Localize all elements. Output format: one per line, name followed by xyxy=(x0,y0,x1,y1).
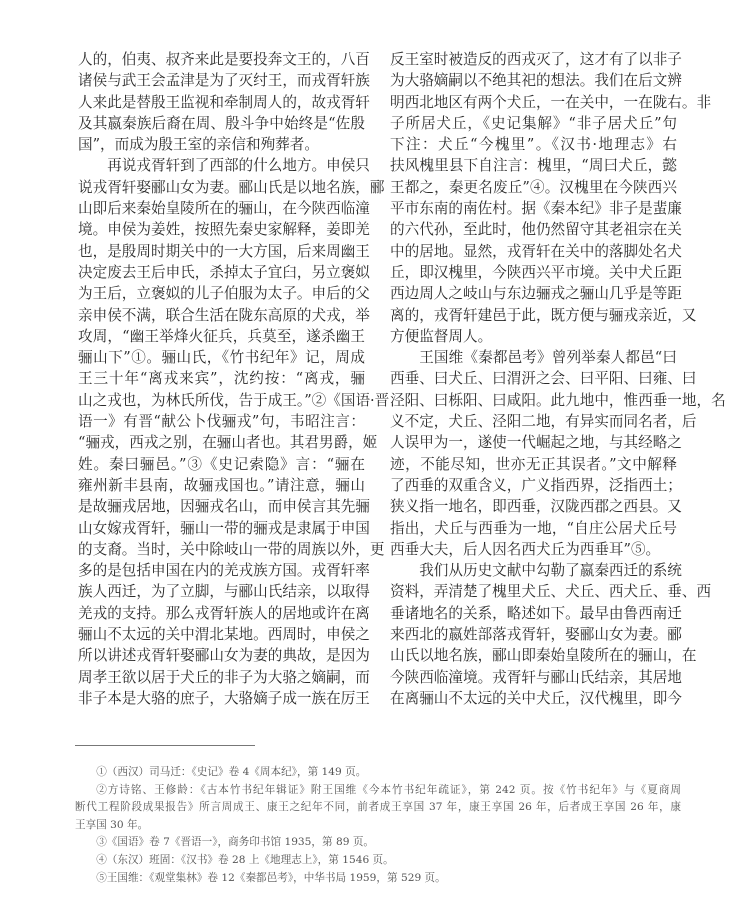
text-line: 下注：犬丘“今槐里”。《汉书·地理志》右 xyxy=(390,136,677,154)
text-line: 来西北的嬴姓部落戎胥轩，娶郦山女为妻。郦 xyxy=(390,626,682,644)
paragraph xyxy=(390,347,726,560)
footnote-5 xyxy=(75,870,681,888)
text-line: 羌戎的支持。那么戎胥轩族人的居地或许在离 xyxy=(78,604,370,622)
text-line: 骊山不太远的关中渭北某地。西周时，申侯之 xyxy=(78,626,370,644)
footnote-4 xyxy=(75,852,681,870)
text-line: 非子本是大骆的庶子，大骆嫡子成一族在厉王 xyxy=(78,689,370,707)
text-line: 再说戎胥轩到了西部的什么地方。申侯只 xyxy=(107,157,370,175)
text-line: 扶风槐里县下自注言：槐里，“周曰犬丘，懿 xyxy=(390,157,677,175)
text-line: 山女嫁戎胥轩，骊山一带的骊戎是隶属于申国 xyxy=(78,519,370,537)
text-line: 垂诸地名的关系，略述如下。最早由鲁西南迁 xyxy=(390,604,682,622)
text-line: 西边周人之岐山与东边骊戎之骊山几乎是等距 xyxy=(390,285,682,303)
text-line: 人来此是替殷王监视和牵制周人的，故戎胥轩 xyxy=(78,93,370,111)
text-line: 义不定，犬丘、泾阳二地，有异实而同名者，后 xyxy=(390,413,697,431)
text-line: 中的居地。显然，戎胥轩在关中的落脚处名犬 xyxy=(390,242,682,260)
text-line: 的六代孙，至此时，他仍然留守其老祖宗在关 xyxy=(390,221,682,239)
footnote-2 xyxy=(75,782,681,835)
text-line: 方便监督周人。 xyxy=(390,327,493,345)
text-line: 也，是殷周时期关中的一大方国，后来周幽王 xyxy=(78,242,370,260)
text-line: 西垂大夫，后人因名西犬丘为西垂耳”⑤。 xyxy=(390,540,661,558)
footnote-line: ①（西汉）司马迁：《史记》卷 4《周本纪》，第 149 页。 xyxy=(96,766,367,778)
paragraph xyxy=(390,560,712,709)
text-line: 山即后来秦始皇陵所在的骊山，在今陕西临潼 xyxy=(78,200,370,218)
text-line: 为王后，立褒姒的儿子伯服为太子。申后的父 xyxy=(78,285,370,303)
footnote-3 xyxy=(75,834,681,852)
text-line: 雍州新丰县南，故骊戎国也。”请注意，骊山 xyxy=(78,476,365,494)
text-line: 我们从历史文献中勾勒了嬴秦西迁的系统 xyxy=(419,562,682,580)
text-line: 及其嬴秦族后裔在周、殷斗争中始终是“佐殷 xyxy=(78,114,365,132)
text-line: 指出，犬丘与西垂为一地，“自庄公居犬丘号 xyxy=(390,519,677,537)
text-line: 说戎胥轩娶郦山女为妻。郦山氏是以地名族，郦 xyxy=(78,178,385,196)
text-line: 资料，弄清楚了槐里犬丘、犬丘、西犬丘、垂、西 xyxy=(390,583,712,601)
text-line: 王国维《秦都邑考》曾列举秦人都邑“曰 xyxy=(419,349,677,367)
text-line: 是故骊戎居地，因骊戎名山，而申侯言其先骊 xyxy=(78,498,370,516)
paragraph xyxy=(390,49,712,347)
text-line: 山之戎也，为林氏所伐，告于成王。”②《国语·晋 xyxy=(78,391,390,409)
paragraph xyxy=(78,155,390,709)
text-line: 所以讲述戎胥轩娶郦山女为妻的典故，是因为 xyxy=(78,647,370,665)
text-line: 狭义指一地名，即西垂，汉陇西郡之西县。又 xyxy=(390,498,682,516)
text-line: 人的，伯夷、叔齐来此是要投奔文王的，八百 xyxy=(78,51,370,68)
text-line: 子所居犬丘，《史记集解》“非子居犬丘”句 xyxy=(390,114,677,132)
text-line: 离的，戎胥轩建邑于此，既方便与骊戎亲近，又 xyxy=(390,306,697,324)
text-line: 境。申侯为姜姓，按照先秦史家解释，姜即羌 xyxy=(78,221,370,239)
text-line: 骊山下”①。骊山氏，《竹书纪年》记，周成 xyxy=(78,349,365,367)
footnote-1 xyxy=(75,764,681,782)
text-line: 周孝王欲以居于犬丘的非子为大骆之嫡嗣，而 xyxy=(78,668,370,686)
footnote-line: 断代工程阶段成果报告》所言周成王、康王之纪年不同，前者成王享国 37 年，康王享国 26 年，后者成王享国 26 年，康 xyxy=(75,801,681,814)
text-line: 山氏以地名族，郦山即秦始皇陵所在的骊山，在 xyxy=(390,647,697,665)
text-line: 族人西迁，为了立脚，与郦山氏结亲，以取得 xyxy=(78,583,370,601)
paragraph xyxy=(78,49,370,155)
text-line: 多的是包括申国在内的羌戎族方国。戎胥轩率 xyxy=(78,562,370,580)
footnote-line: ②方诗铭、王修龄：《古本竹书纪年辑证》附王国维《今本竹书纪年疏证》，第 242 页。按《竹书纪年》与《夏商周 xyxy=(96,783,681,796)
text-line: 国”，而成为殷王室的亲信和殉葬者。 xyxy=(78,136,319,154)
text-line: 诸侯与武王会孟津是为了灭纣王，而戎胥轩族 xyxy=(78,72,370,90)
text-line: 平市东南的南佐村。据《秦本纪》非子是蜚廉 xyxy=(390,200,682,218)
text-line: 语一》有晋“献公卜伐骊戎”句，韦昭注言： xyxy=(78,413,365,431)
text-line: 王三十年“离戎来宾”，沈约按：“离戎，骊 xyxy=(78,370,365,388)
text-line: 明西北地区有两个犬丘，一在关中，一在陇右。非 xyxy=(390,93,712,111)
footnote-line: ③《国语》卷 7《晋语一》，商务印书馆 1935，第 89 页。 xyxy=(96,836,375,849)
text-line: 在离骊山不太远的关中犬丘，汉代槐里，即今 xyxy=(390,689,682,707)
text-line: 为大骆嫡嗣以不绝其祀的想法。我们在后文辨 xyxy=(390,72,682,90)
text-line: 丘，即汉槐里，今陕西兴平市境。关中犬丘距 xyxy=(390,263,682,281)
text-line: 的支裔。当时，关中除岐山一带的周族以外，更 xyxy=(78,540,385,558)
text-line: 亲申侯不满，联合生活在陇东高原的犬戎，举 xyxy=(78,306,370,324)
footnote-divider xyxy=(75,745,255,746)
text-line: 王都之，秦更名废丘”④。汉槐里在今陕西兴 xyxy=(390,178,677,196)
text-line: 决定废去王后申氏，杀掉太子宜臼，另立褒姒 xyxy=(78,263,370,281)
text-line: 了西垂的双重含义，广义指西界，泛指西土； xyxy=(390,476,682,494)
text-line: 西垂、曰犬丘、曰渭汧之会、曰平阳、曰雍、曰 xyxy=(390,370,697,388)
footnote-line: 王享国 30 年。 xyxy=(75,818,149,831)
text-line: 攻周，“幽王举烽火征兵，兵莫至，遂杀幽王 xyxy=(78,327,365,345)
text-line: 迹，不能尽知，世亦无正其误者。”文中解释 xyxy=(390,455,677,473)
text-line: 今陕西临潼境。戎胥轩与郦山氏结亲，其居地 xyxy=(390,668,682,686)
text-line: 姓。秦曰骊邑。”③《史记索隐》言：“骊在 xyxy=(78,455,365,473)
body-column-right xyxy=(390,49,726,709)
text-line: “骊戎，西戎之别，在骊山者也。其君男爵，姬 xyxy=(78,434,378,452)
text-line: 人误甲为一，遂使一代崛起之地，与其经略之 xyxy=(390,434,682,452)
body-column-left xyxy=(78,49,390,709)
footnote-line: ⑤王国维：《观堂集林》卷 12《秦都邑考》，中华书局 1959，第 529 页。 xyxy=(96,871,446,884)
footnotes xyxy=(75,764,681,887)
footnote-line: ④（东汉）班固：《汉书》卷 28 上《地理志上》，第 1546 页。 xyxy=(96,853,394,866)
text-line: 反王室时被造反的西戎灭了，这才有了以非子 xyxy=(390,51,682,68)
text-line: 泾阳、曰栎阳、曰咸阳。此九地中，惟西垂一地，名 xyxy=(390,391,726,409)
